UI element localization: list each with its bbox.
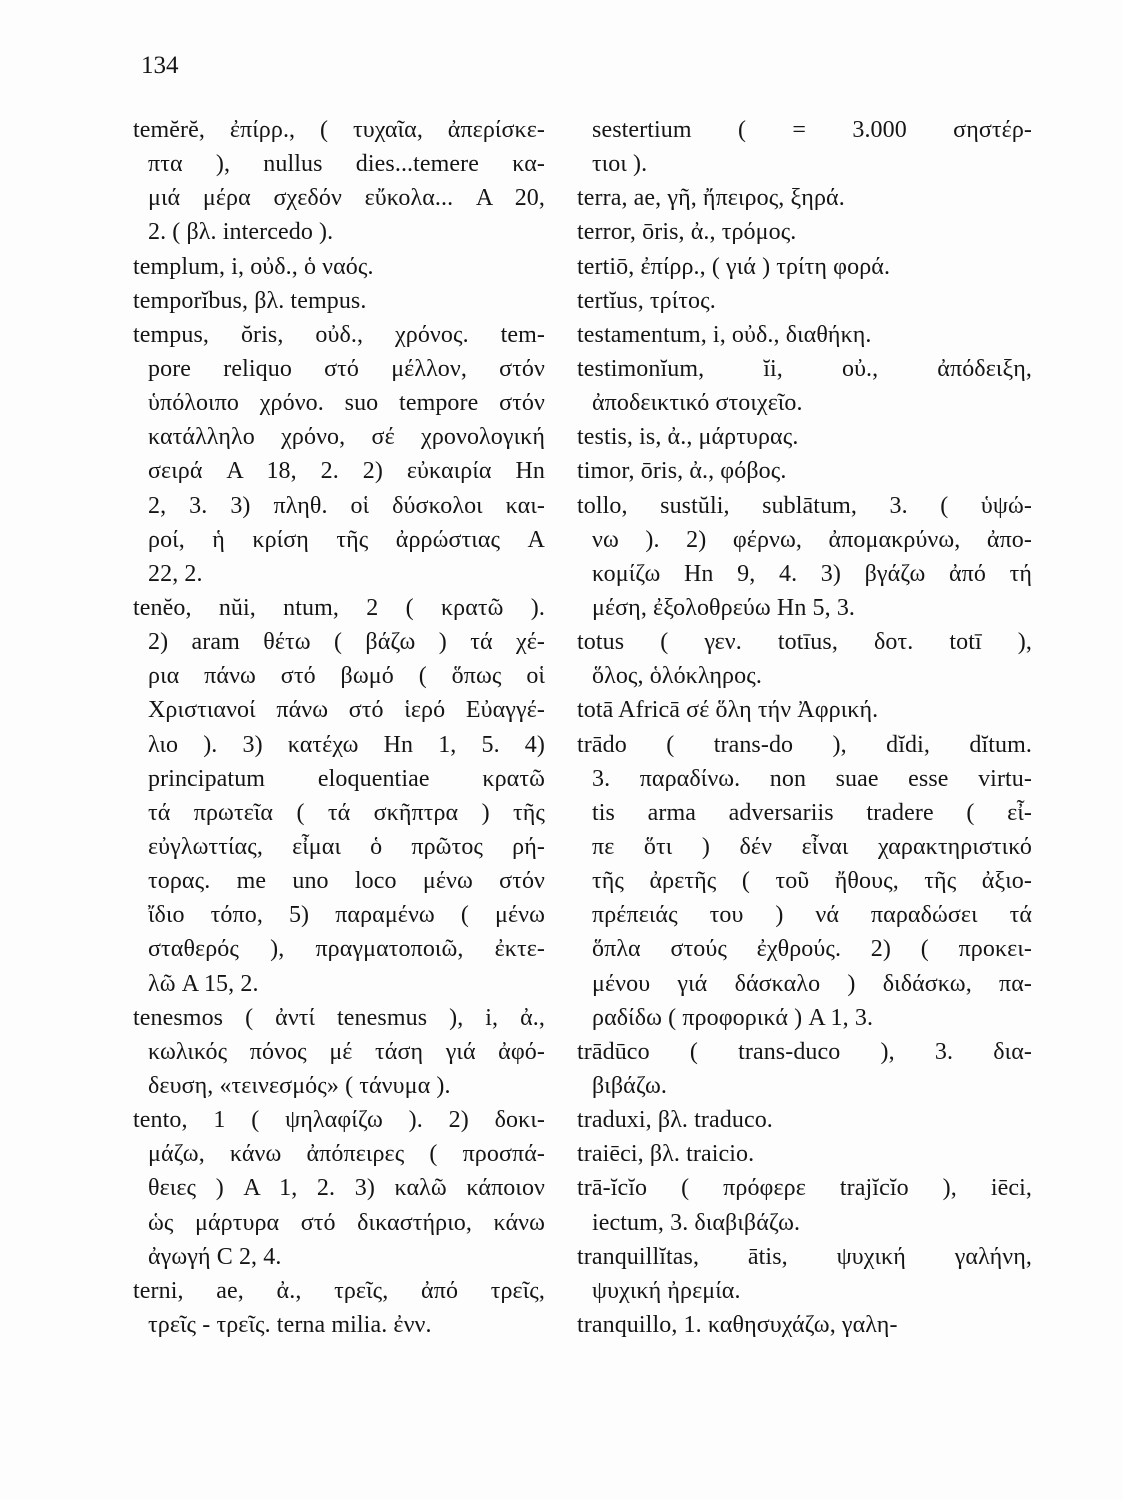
entry-continuation-line: 22, 2.: [148, 560, 203, 587]
entry-continuation-line: pore reliquo στό μέλλον, στόν: [148, 355, 545, 382]
entry-continuation-line: σταθερός ), πραγματοποιῶ, ἐκτε-: [148, 936, 545, 963]
entry-continuation-line: μιά μέρα σχεδόν εὔκολα... A 20,: [148, 185, 545, 212]
entry-continuation-line: τά πρωτεῖα ( τά σκῆπτρα ) τῆς: [148, 799, 545, 826]
entry-headword-line: timor, ōris, ἀ., φόβος.: [577, 458, 787, 485]
entry-continuation-line: τῆς ἀρετῆς ( τοῦ ἤθους, τῆς ἀξιο-: [592, 868, 1032, 895]
entry-continuation-line: ὑπόλοιπο χρόνο. suo tempore στόν: [148, 390, 545, 417]
entry-headword-line: testamentum, i, οὐδ., διαθήκη.: [577, 321, 872, 348]
right-column: [577, 113, 1032, 1342]
entry-continuation-line: 2) aram θέτω ( βάζω ) τά χέ-: [148, 629, 545, 656]
entry-continuation-line: μένου γιά δάσκαλο ) διδάσκω, πα-: [592, 970, 1032, 997]
entry-continuation-line: iectum, 3. διαβιβάζω.: [592, 1209, 801, 1236]
entry-continuation-line: τρεῖς - τρεῖς. terna milia. ἐνν.: [148, 1311, 432, 1338]
entry-headword-line: tenĕo, nŭi, ntum, 2 ( κρατῶ ).: [133, 594, 545, 621]
entry-continuation-line: ραδίδω ( προφορικά ) A 1, 3.: [592, 1004, 874, 1031]
entry-continuation-line: ἀποδεικτικό στοιχεῖο.: [592, 390, 803, 417]
entry-headword-line: temporĭbus, βλ. tempus.: [133, 287, 367, 314]
entry-continuation-line: ρια πάνω στό βωμό ( ὅπως οἱ: [148, 663, 545, 690]
entry-continuation-line: πτα ), nullus dies...temere κα-: [148, 151, 545, 178]
entry-continuation-line: λιο ). 3) κατέχω Hn 1, 5. 4): [148, 731, 545, 758]
entry-headword-line: tenesmos ( ἀντί tenesmus ), i, ἀ.,: [133, 1004, 545, 1031]
entry-continuation-line: κωλικός πόνος μέ τάση γιά ἀφό-: [148, 1038, 545, 1065]
entry-headword-line: trā-ĭcĭo ( πρόφερε trajĭcĭo ), iēci,: [577, 1175, 1032, 1202]
entry-continuation-line: τιοι ).: [592, 151, 648, 178]
entry-headword-line: tempus, ŏris, οὐδ., χρόνος. tem-: [133, 321, 545, 348]
entry-headword-line: trādūco ( trans-duco ), 3. δια-: [577, 1038, 1032, 1065]
entry-continuation-line: λῶ A 15, 2.: [148, 970, 259, 997]
entry-continuation-line: εὐγλωττίας, εἶμαι ὁ πρῶτος ρή-: [148, 833, 545, 860]
entry-continuation-line: ὡς μάρτυρα στό δικαστήριο, κάνω: [148, 1209, 545, 1236]
entry-continuation-line: τορας. me uno loco μένω στόν: [148, 868, 545, 895]
entry-continuation-line: κατάλληλο χρόνο, σέ χρονολογική: [148, 424, 545, 451]
entry-continuation-line: βιβάζω.: [592, 1072, 668, 1099]
entry-continuation-line: μάζω, κάνω ἀπόπειρες ( προσπά-: [148, 1141, 545, 1168]
entry-headword-line: tollo, sustŭli, sublātum, 3. ( ὑψώ-: [577, 492, 1032, 519]
entry-continuation-line: tis arma adversariis tradere ( εἶ-: [592, 799, 1032, 826]
entry-headword-line: testimonĭum, ĭi, οὐ., ἀπόδειξη,: [577, 355, 1032, 382]
entry-continuation-line: δευση, «τεινεσμός» ( τάνυμα ).: [148, 1072, 451, 1099]
entry-headword-line: temĕrĕ, ἐπίρρ., ( τυχαῖα, ἀπερίσκε-: [133, 117, 545, 143]
entry-continuation-line: 3. παραδίνω. non suae esse virtu-: [592, 765, 1032, 792]
entry-headword-line: terni, ae, ἀ., τρεῖς, ἀπό τρεῖς,: [133, 1277, 545, 1304]
entry-headword-line: totā Africā σέ ὅλη τήν Ἀφρική.: [577, 697, 879, 724]
entry-continuation-line: πε ὅτι ) δέν εἶναι χαρακτηριστικό: [592, 833, 1032, 860]
entry-continuation-line: μέση, ἐξολοθρεύω Hn 5, 3.: [592, 594, 856, 621]
entry-headword-line: tranquillo, 1. καθησυχάζω, γαλη-: [577, 1311, 898, 1338]
entry-continuation-line: νω ). 2) φέρνω, ἀπομακρύνω, ἀπο-: [592, 526, 1032, 553]
entry-headword-line: traiēci, βλ. traicio.: [577, 1141, 755, 1168]
entry-headword-line: totus ( γεν. totīus, δοτ. totī ),: [577, 629, 1032, 656]
entry-headword-line: templum, i, οὐδ., ὁ ναός.: [133, 253, 374, 280]
entry-continuation-line: ὅπλα στούς ἐχθρούς. 2) ( προκει-: [592, 936, 1032, 963]
entry-continuation-line: sestertium ( = 3.000 σηστέρ-: [592, 117, 1032, 143]
entry-headword-line: terra, ae, γῆ, ἤπειρος, ξηρά.: [577, 185, 845, 212]
entry-headword-line: tento, 1 ( ψηλαφίζω ). 2) δοκι-: [133, 1107, 545, 1134]
entry-continuation-line: ὅλος, ὁλόκληρος.: [592, 663, 762, 690]
entry-headword-line: testis, is, ἀ., μάρτυρας.: [577, 424, 799, 451]
entry-continuation-line: 2, 3. 3) πληθ. οἱ δύσκολοι και-: [148, 492, 545, 519]
entry-headword-line: tertĭus, τρίτος.: [577, 287, 716, 314]
entry-headword-line: tranquillĭtas, ātis, ψυχική γαλήνη,: [577, 1243, 1032, 1270]
entry-continuation-line: ροί, ἡ κρίση τῆς ἀρρώστιας A: [148, 526, 545, 553]
entry-headword-line: terror, ōris, ἀ., τρόμος.: [577, 219, 797, 246]
entry-continuation-line: σειρά A 18, 2. 2) εὐκαιρία Hn: [148, 458, 545, 485]
entry-continuation-line: ἀγωγή C 2, 4.: [148, 1243, 282, 1270]
page-number: 134: [141, 52, 179, 79]
entry-continuation-line: ψυχική ἠρεμία.: [592, 1277, 741, 1304]
entry-continuation-line: principatum eloquentiae κρατῶ: [148, 765, 545, 792]
entry-headword-line: trādo ( trans-do ), dĭdi, dĭtum.: [577, 731, 1032, 758]
left-column: [133, 113, 545, 1342]
entry-continuation-line: 2. ( βλ. intercedo ).: [148, 219, 334, 246]
entry-headword-line: tertiō, ἐπίρρ., ( γιά ) τρίτη φορά.: [577, 253, 891, 280]
entry-continuation-line: ἴδιο τόπο, 5) παραμένω ( μένω: [148, 902, 545, 929]
entry-continuation-line: Χριστιανοί πάνω στό ἱερό Εὐαγγέ-: [148, 697, 545, 724]
entry-headword-line: traduxi, βλ. traduco.: [577, 1107, 773, 1134]
entry-continuation-line: θειες ) A 1, 2. 3) καλῶ κάποιον: [148, 1175, 545, 1202]
entry-continuation-line: πρέπειάς του ) νά παραδώσει τά: [592, 902, 1032, 929]
entry-continuation-line: κομίζω Hn 9, 4. 3) βγάζω ἀπό τή: [592, 560, 1032, 587]
